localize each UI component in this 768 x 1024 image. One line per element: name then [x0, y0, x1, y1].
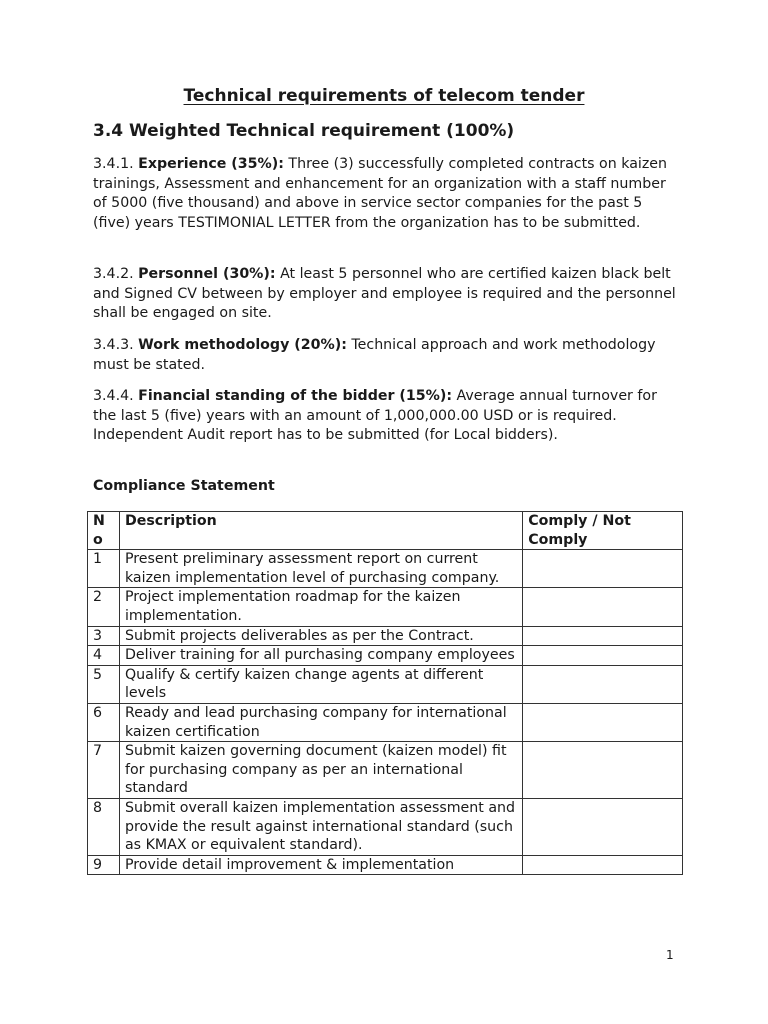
- row-comply-cell[interactable]: [523, 855, 683, 875]
- table-row: [88, 798, 683, 855]
- table-row: [88, 550, 683, 588]
- row-number: 8: [88, 798, 120, 855]
- table-row: [88, 742, 683, 799]
- row-number: 2: [88, 588, 120, 626]
- paragraph-bold-label: Work methodology (20%):: [138, 337, 347, 353]
- table-row: [88, 626, 683, 646]
- requirement-paragraph-financial: [93, 387, 683, 446]
- row-number: 5: [88, 665, 120, 703]
- row-comply-cell[interactable]: [523, 588, 683, 626]
- row-description: Submit kaizen governing document (kaizen model) fit for purchasing company as per an international standard: [119, 742, 522, 799]
- paragraph-bold-label: Personnel (30%):: [138, 266, 276, 282]
- header-description: Description: [119, 512, 522, 550]
- table-row: [88, 665, 683, 703]
- compliance-table: [87, 511, 683, 875]
- requirement-paragraph-experience: [93, 155, 683, 233]
- row-description: Qualify & certify kaizen change agents at different levels: [119, 665, 522, 703]
- row-comply-cell[interactable]: [523, 742, 683, 799]
- paragraph-text: Average annual turnover for the last 5 (five) years with an amount of 1,000,000.00 USD or is required. Independent Audit report has to be submitted (for Local bidders).: [93, 388, 657, 444]
- header-comply: Comply / Not Comply: [523, 512, 683, 550]
- requirement-paragraph-personnel: [93, 265, 683, 324]
- paragraph-number: 3.4.1.: [93, 156, 134, 172]
- row-description: Deliver training for all purchasing company employees: [119, 646, 522, 666]
- paragraph-number: 3.4.3.: [93, 337, 134, 353]
- compliance-statement-label: Compliance Statement: [93, 478, 275, 494]
- row-number: 4: [88, 646, 120, 666]
- table-row: [88, 703, 683, 741]
- header-no: N o: [88, 512, 120, 550]
- row-comply-cell[interactable]: [523, 626, 683, 646]
- row-number: 7: [88, 742, 120, 799]
- row-comply-cell[interactable]: [523, 665, 683, 703]
- paragraph-text: At least 5 personnel who are certified kaizen black belt and Signed CV between by employer and employee is required and the personnel shall be engaged on site.: [93, 266, 676, 322]
- row-comply-cell[interactable]: [523, 550, 683, 588]
- section-heading: 3.4 Weighted Technical requirement (100%): [93, 121, 515, 141]
- row-comply-cell[interactable]: [523, 646, 683, 666]
- row-description: Ready and lead purchasing company for international kaizen certification: [119, 703, 522, 741]
- row-description: Submit overall kaizen implementation assessment and provide the result against international standard (such as KMAX or equivalent standard).: [119, 798, 522, 855]
- row-number: 1: [88, 550, 120, 588]
- row-number: 3: [88, 626, 120, 646]
- row-description: Submit projects deliverables as per the Contract.: [119, 626, 522, 646]
- row-comply-cell[interactable]: [523, 703, 683, 741]
- row-description: Project implementation roadmap for the kaizen implementation.: [119, 588, 522, 626]
- table-row: [88, 588, 683, 626]
- paragraph-text: Technical approach and work methodology must be stated.: [93, 337, 656, 373]
- paragraph-number: 3.4.4.: [93, 388, 134, 404]
- row-description: Provide detail improvement & implementation: [119, 855, 522, 875]
- table-row: [88, 855, 683, 875]
- paragraph-number: 3.4.2.: [93, 266, 134, 282]
- row-number: 6: [88, 703, 120, 741]
- table-row: [88, 646, 683, 666]
- row-description: Present preliminary assessment report on current kaizen implementation level of purchasing company.: [119, 550, 522, 588]
- row-comply-cell[interactable]: [523, 798, 683, 855]
- paragraph-text: Three (3) successfully completed contracts on kaizen trainings, Assessment and enhancement for an organization with a staff number of 5000 (five thousand) and above in service sector companies for the past 5 (five) years TESTIMONIAL LETTER from the organization has to be submitted.: [93, 156, 668, 231]
- requirement-paragraph-methodology: [93, 336, 683, 375]
- document-title: Technical requirements of telecom tender: [183, 86, 585, 106]
- table-header-row: [88, 512, 683, 550]
- row-number: 9: [88, 855, 120, 875]
- paragraph-bold-label: Financial standing of the bidder (15%):: [138, 388, 453, 404]
- page-number: 1: [666, 948, 674, 962]
- paragraph-bold-label: Experience (35%):: [138, 156, 284, 172]
